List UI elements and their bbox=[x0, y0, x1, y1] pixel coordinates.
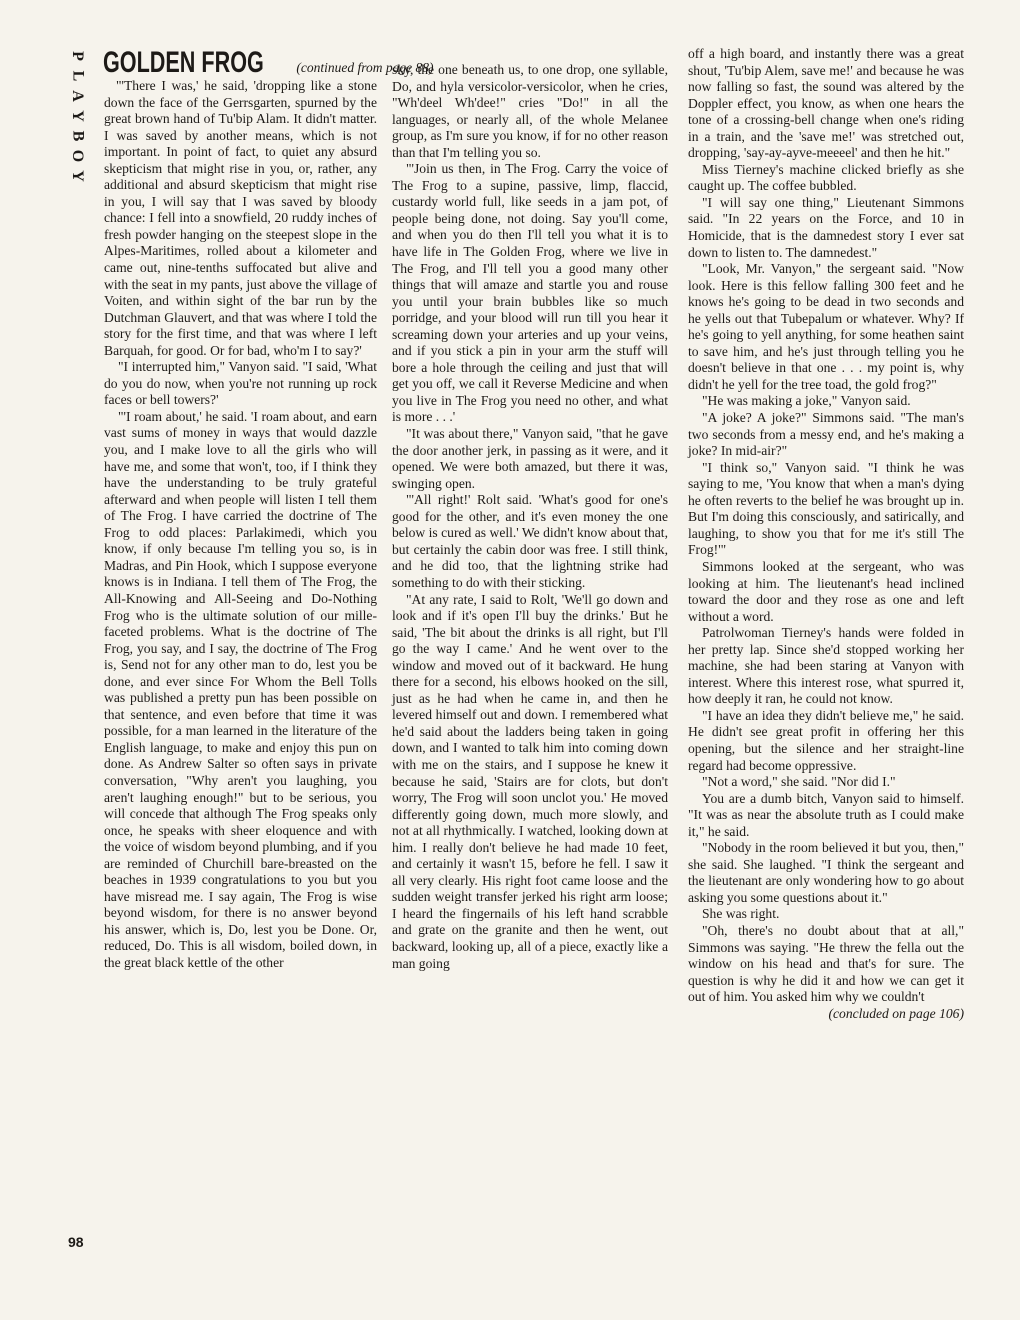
paragraph: "I have an idea they didn't believe me," he said. He didn't see great profit in offering her this opening, but the silence and her straight-line regard had become oppressive. bbox=[688, 707, 964, 773]
magazine-name-vertical bbox=[64, 46, 90, 186]
text-column-3 bbox=[688, 46, 964, 1022]
magazine-letter: B bbox=[68, 130, 86, 142]
paragraph: off a high board, and instantly there was a great shout, 'Tu'bip Alem, save me!' and because he was now falling so fast, the sound was altered by the Doppler effect, you know, as when one hears the tone of a crossing-bell change when one's riding in a train, and the 'save me!' was stretched out, dropping, 'say-ay-ayve-meeeel' and then he hit." bbox=[688, 46, 964, 161]
paragraph: sky, the one beneath us, to one drop, one syllable, Do, and hyla versicolor-versicolor, when he cries, "Wh'deel Wh'dee!" cries "Do!" in all the languages, or nearly all, of the whole Melanee group, as I'm sure you know, if for no other reason than that I'm telling you so. bbox=[392, 62, 668, 160]
paragraph: You are a dumb bitch, Vanyon said to himself. "It was as near the absolute truth as I could make it," he said. bbox=[688, 790, 964, 839]
magazine-letter: L bbox=[68, 70, 86, 82]
paragraph: Simmons looked at the sergeant, who was looking at him. The lieutenant's head inclined toward the door and they rose as one and left without a word. bbox=[688, 558, 964, 624]
paragraph: "Nobody in the room believed it but you, then," she said. She laughed. "I think the sergeant and the lieutenant are only wondering how to go about asking you some questions about it." bbox=[688, 840, 964, 905]
paragraph: "I think so," Vanyon said. "I think he was saying to me, 'You know that when a man's dying he often reverts to the belief he was brought up in. But I'm doing this consciously, and satirically, and laughing, to show you that for me it's still The Frog!'" bbox=[688, 459, 964, 558]
paragraph: "It was about there," Vanyon said, "that he gave the door another jerk, in passing as it were, and it opened. We were both amazed, but there it was, swinging open. bbox=[392, 426, 668, 491]
paragraph: "Look, Mr. Vanyon," the sergeant said. "Now look. Here is this fellow falling 300 feet and he knows he's going to be dead in two seconds and he yells out that Tubepalum or whatever. Why? If he's going to yell anything, for some heathen saint to save him, and he's just through telling you he doesn't believe in that one . . . my point is, why didn't he yell for the tree toad, the gold frog?" bbox=[688, 261, 964, 392]
paragraph: Patrolwoman Tierney's hands were folded in her pretty lap. Since she'd stopped working her machine, she had been staring at Vanyon with interest. Where this interest rose, what spurred it, how deeply it ran, he could not know. bbox=[688, 625, 964, 707]
magazine-letter: P bbox=[69, 51, 86, 61]
page-number: 98 bbox=[68, 1234, 84, 1250]
paragraph: Miss Tierney's machine clicked briefly as she caught up. The coffee bubbled. bbox=[688, 161, 964, 194]
concluded-on-note: (concluded on page 106) bbox=[828, 1005, 964, 1021]
continued-from-note: (continued from page 88) bbox=[296, 60, 434, 75]
paragraph: "Not a word," she said. "Nor did I." bbox=[702, 774, 896, 790]
magazine-letter: Y bbox=[69, 110, 86, 122]
paragraph: "I interrupted him," Vanyon said. "I said, 'What do you do now, when you're not running up rock faces or bell towers?' bbox=[104, 359, 377, 408]
paragraph: "'All right!' Rolt said. 'What's good for one's good for the other, and it's even money the one below is cured as well.' We didn't know about that, but certainly the cabin door was free. I still think, and he did too, that the lightning strike had something to do with their sticking. bbox=[392, 492, 668, 590]
magazine-letter: O bbox=[68, 149, 86, 163]
magazine-letter: Y bbox=[69, 170, 86, 182]
text-column-1 bbox=[104, 78, 377, 972]
paragraph: She was right. bbox=[702, 906, 780, 922]
paragraph: "'Join us then, in The Frog. Carry the voice of The Frog to a supine, passive, limp, flaccid, custardy world full, like seeds in a jam pot, of people being done, not doing. Say you'll come, and when you do then I'll tell you what it is to have life in The Golden Frog, where we live in The Frog, and I'll tell you a good many other things that will amaze and startle you and rouse you until your brain bubbles like so much porridge, and your blood will run till you hear it screaming down your arteries and up your veins, and if you stick a pin in your arm the stuff will bore a hole through the ceiling and just that will get you off, we call it Reverse Medicine and when you live in The Frog you need no other, and what is more . . .' bbox=[392, 161, 668, 425]
paragraph: "'I roam about,' he said. 'I roam about, and earn vast sums of money in ways that would dazzle you, and I make love to all the girls who will have me, and some that won't, too, if I think they have the understanding to be truly grateful afterward and when people will listen I tell them of The Frog. I have carried the doctrine of The Frog to odd places: Parlakimedi, which you know, if only because I'm telling you so, is in Madras, and Pin Hook, which I suppose everyone knows is in Indiana. I tell them of The Frog, the All-Knowing and All-Seeing and Do-Nothing Frog who is the ultimate solution of our mille-faceted problems. What is the doctrine of The Frog, you say, and I say, the doctrine of The Frog is, Send not for any other man to do, lest you be done, and ever since For Whom the Bell Tolls was published a pretty pun has been possible on that sentence, and even before that time it was possible, for a man learned in the literature of the English language, to make and enjoy this pun on done. As Andrew Salter so often says in private conversation, "Why aren't you laughing, you aren't laughing enough!" but to be serious, you will concede that although The Frog speaks only once, he speaks with sheer eloquence and with the voice of wisdom beyond plumbing, and if you are reminded of Churchill bare-breasted on the beaches in 1939 congratulations to you but you have misread me. I say again, The Frog is wise beyond wisdom, for there is no answer beyond his answer, which is, Do, lest you be Done. Or, reduced, Do. This is all wisdom, boiled down, in the great black kettle of the other bbox=[104, 408, 377, 970]
article-title: GOLDEN FROG bbox=[103, 46, 264, 79]
paragraph: "Oh, there's no doubt about that at all," Simmons was saying. "He threw the fella out the window on his head and that's for sure. The question is why he did it and how we can get it out of him. You asked him why we couldn't bbox=[688, 922, 964, 1005]
text-column-2 bbox=[392, 62, 668, 972]
paragraph: "I will say one thing," Lieutenant Simmons said. "In 22 years on the Force, and 10 in Homicide, that is the damnedest story I ever sat down to listen to. The damnedest." bbox=[688, 194, 964, 260]
paragraph: "At any rate, I said to Rolt, 'We'll go down and look and if it's open I'll buy the drinks.' But he said, 'The bit about the drinks is all right, but I'll go the way I came.' And he went over to the window and moved out of it backward. He hung there for a second, his elbows hooked on the sill, just as he had when he came in, and then he levered himself out and down. I remembered what he'd said about the ladders being taken in going down, and I wanted to talk him into coming down with me on the stairs, and I suppose he knew it because he said, 'Stairs are for clots, but don't worry, The Frog will soon unclot you.' He moved differently going down, much more slowly, and not at all rhythmically. I watched, looking down at him. I really don't believe he had made 10 feet, and certainly it wasn't 15, before he fell. I saw it all very clearly. His right foot came loose and the sudden weight transfer jerked his right arm loose; I heard the fingernails of his left hand scrabble and grate on the granite and then he went, out backward, looking up, all of a piece, exactly like a man going bbox=[392, 591, 668, 971]
magazine-letter: A bbox=[69, 90, 86, 102]
paragraph: "'There I was,' he said, 'dropping like a stone down the face of the Gerrsgarten, spurned by the great brown hand of Tu'bip Alam. It didn't matter. I was saved by another means, which is not important. In point of fact, to quiet any absurd skepticism that might rise in you, or, rather, any additional and absurd skepticism that might rise in you, I will say that I was saved by bloody chance: I fell into a snowfield, 20 ruddy inches of fresh powder hanging on the steepest slope in the Alpes-Maritimes, rolled about a kilometer and came out, nine-tenths suffocated but alive and with the seat in my pants, just above the village of Voiten, and within sight of the bar run by the Dutchman Glauvert, and that was where I told the story for the first time, and that was where I left Barquah, for good. Or for bad, who'm I to say?' bbox=[104, 78, 377, 358]
paragraph: "He was making a joke," Vanyon said. bbox=[702, 393, 911, 409]
paragraph: "A joke? A joke?" Simmons said. "The man's two seconds from a messy end, and he's making a joke? In mid-air?" bbox=[688, 410, 964, 459]
